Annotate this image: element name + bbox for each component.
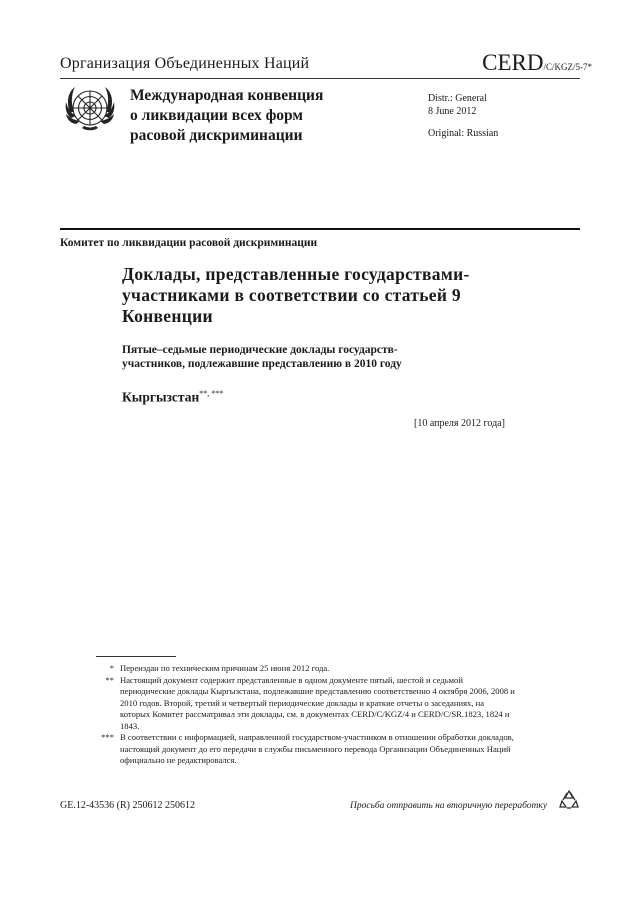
subtitle-line: участников, подлежавшие представлению в 2010 году bbox=[122, 358, 402, 370]
footnote-mark: * bbox=[109, 663, 114, 673]
recycle-icon bbox=[558, 788, 580, 810]
convention-title-line: Международная конвенция bbox=[130, 87, 324, 104]
footnote bbox=[96, 732, 516, 767]
title-line: Доклады, представленные государствами- bbox=[122, 264, 470, 284]
footnote-mark: *** bbox=[101, 732, 114, 742]
footnote-text: Переиздан по техническим причинам 25 июня 2012 года. bbox=[120, 663, 330, 673]
country-name: Кыргызстан bbox=[122, 389, 200, 405]
document-title bbox=[122, 264, 470, 327]
original-language: Original: Russian bbox=[428, 128, 499, 139]
document-subtitle bbox=[122, 343, 402, 371]
issue-date: 8 June 2012 bbox=[428, 106, 477, 117]
header-rule bbox=[60, 78, 580, 79]
country-footnote-marks: **, *** bbox=[199, 389, 224, 398]
subtitle-line: Пятые–седьмые периодические доклады государств- bbox=[122, 344, 398, 356]
convention-title-line: о ликвидации всех форм bbox=[130, 107, 303, 124]
title-line: Конвенции bbox=[122, 306, 213, 326]
distribution-block bbox=[428, 92, 487, 118]
convention-title-line: расовой дискриминации bbox=[130, 127, 303, 144]
title-rule bbox=[60, 228, 580, 230]
organization-name: Организация Объединенных Наций bbox=[60, 55, 310, 72]
footnote bbox=[96, 663, 516, 675]
footnote-text: Настоящий документ содержит представленные в одном документе пятый, шестой и седьмой периодические доклады Кыргызстана, подлежавшие представлению соответственно 4 октября 2006, 2008 и 2010 годов. Второй, третий и четвертый периодические доклады и краткие отчеты о заседаниях, на которых Комитет рассматривал эти доклады, см. в документах CERD/C/KGZ/4 и CERD/C/SR.1823, 1824 и 1843. bbox=[120, 674, 515, 731]
committee-name: Комитет по ликвидации расовой дискриминации bbox=[60, 237, 318, 249]
footnotes bbox=[96, 663, 516, 767]
footnote-mark: ** bbox=[105, 674, 114, 685]
un-emblem-icon bbox=[62, 82, 118, 138]
document-symbol bbox=[482, 50, 592, 76]
recycle-note: Просьба отправить на вторичную переработку bbox=[350, 801, 548, 811]
footnote bbox=[96, 675, 516, 733]
document-number: GE.12-43536 (R) 250612 250612 bbox=[60, 800, 195, 811]
convention-title bbox=[130, 86, 323, 146]
symbol-main: CERD bbox=[482, 50, 544, 75]
title-line: участниками в соответствии со статьей 9 bbox=[122, 285, 461, 305]
footnote-text: В соответствии с информацией, направленной государством-участником в отношении обработки докладов, настоящий документ до его передачи в службы письменного перевода Организации Объединенных Наций официально не редактировался. bbox=[120, 732, 514, 765]
report-date: [10 апреля 2012 года] bbox=[414, 418, 505, 429]
distribution-label: Distr.: General bbox=[428, 93, 487, 104]
country-heading bbox=[122, 389, 223, 406]
footnote-separator bbox=[96, 656, 176, 657]
symbol-suffix: /C/KGZ/5-7* bbox=[543, 62, 592, 72]
